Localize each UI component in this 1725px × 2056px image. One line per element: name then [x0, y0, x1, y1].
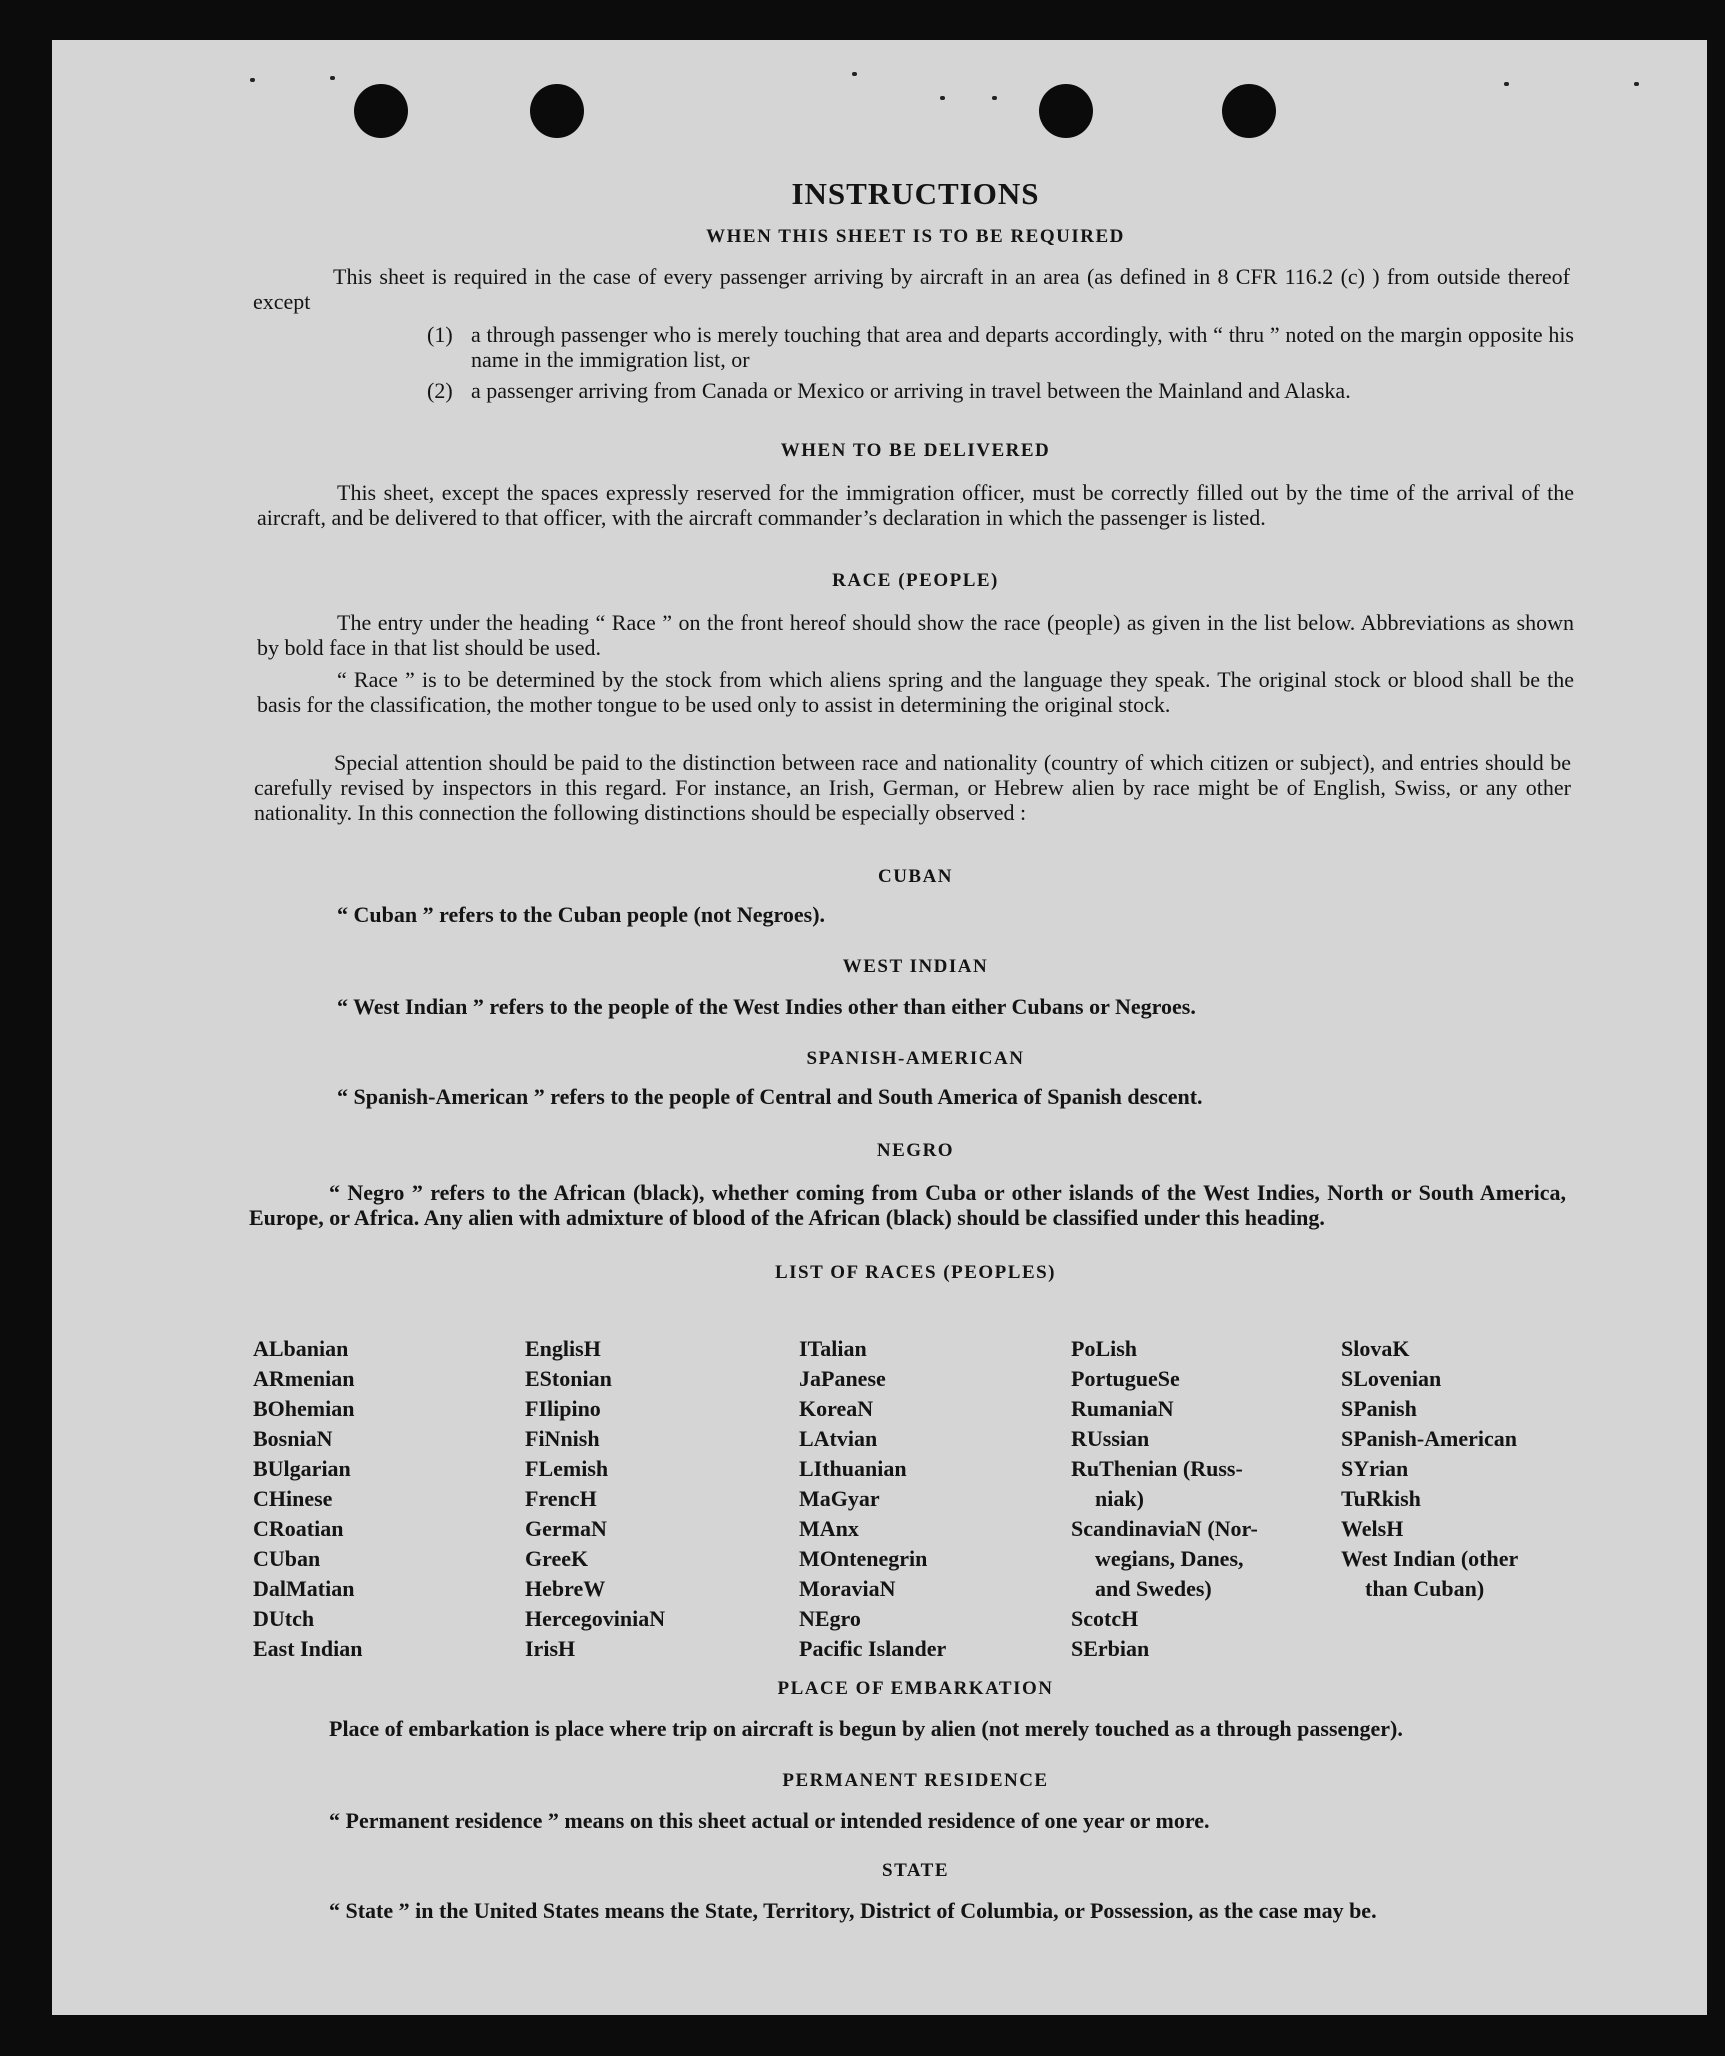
race-entry: West Indian (other: [1341, 1546, 1519, 1571]
race-entry: DUtch: [253, 1606, 315, 1631]
race-entry: MOntenegrin: [799, 1546, 928, 1571]
race-entry: FIlipino: [525, 1396, 601, 1421]
cuban-definition: “ Cuban ” refers to the Cuban people (not Negroes).: [337, 902, 826, 927]
race-entry: MAnx: [799, 1516, 859, 1541]
race-entry: DalMatian: [253, 1576, 355, 1601]
race-entry: RUssian: [1071, 1426, 1150, 1451]
race-entry: HebreW: [525, 1576, 606, 1601]
race-entry: ITalian: [799, 1336, 867, 1361]
race-entry: FLemish: [525, 1456, 609, 1481]
race-entry: CRoatian: [253, 1516, 344, 1541]
west-indian-definition: “ West Indian ” refers to the people of the West Indies other than either Cubans or Negroes.: [337, 994, 1196, 1019]
section-heading-permanent-residence: PERMANENT RESIDENCE: [782, 1770, 1049, 1791]
race-entry: PortugueSe: [1071, 1366, 1180, 1391]
permanent-residence-definition: “ Permanent residence ” means on this sheet actual or intended residence of one year or more.: [329, 1808, 1210, 1833]
section-heading-when-required: WHEN THIS SHEET IS TO BE REQUIRED: [706, 226, 1125, 247]
race-entry: FrencH: [525, 1486, 597, 1511]
race-entry: TuRkish: [1341, 1486, 1421, 1511]
exception-item-1: [427, 322, 1574, 372]
section-heading-cuban: CUBAN: [877, 866, 954, 887]
race-column-3: [799, 1334, 1059, 1664]
race-entry: ScandinaviaN (Nor-: [1071, 1516, 1258, 1541]
race-entry: ARmenian: [253, 1366, 355, 1391]
section-heading-west-indian: WEST INDIAN: [842, 956, 989, 977]
section-heading-embarkation: PLACE OF EMBARKATION: [777, 1678, 1054, 1699]
race-entry: BOhemian: [253, 1396, 355, 1421]
race-entry: WelsH: [1341, 1516, 1404, 1541]
speck: [852, 72, 857, 76]
speck: [250, 78, 255, 82]
race-entry: GermaN: [525, 1516, 607, 1541]
list-of-races: [253, 1334, 1570, 1664]
spanish-american-definition: “ Spanish-American ” refers to the people of Central and South America of Spanish descent.: [337, 1084, 1203, 1109]
race-entry: JaPanese: [799, 1366, 886, 1391]
race-entry: CUban: [253, 1546, 321, 1571]
race-column-4: [1071, 1334, 1321, 1664]
race-entry: RumaniaN: [1071, 1396, 1174, 1421]
race-entry: GreeK: [525, 1546, 589, 1571]
section-heading-list-of-races: LIST OF RACES (PEOPLES): [774, 1262, 1057, 1283]
race-paragraph-3: Special attention should be paid to the distinction between race and nationality (country of which citizen or subject), and entries should be carefully revised by inspectors in this regard. For instance, an Irish, German, or Hebrew alien by race might be of English, Swiss, or any other nationality. In this connection the following distinctions should be especially observed :: [254, 750, 1571, 825]
race-entry: East Indian: [253, 1636, 363, 1661]
race-entry: EnglisH: [525, 1336, 601, 1361]
race-entry: MoraviaN: [799, 1576, 896, 1601]
race-entry: NEgro: [799, 1606, 861, 1631]
race-entry: EStonian: [525, 1366, 612, 1391]
section-heading-state: STATE: [882, 1860, 949, 1881]
race-entry: RuThenian (Russ-: [1071, 1456, 1243, 1481]
race-entry: PoLish: [1071, 1336, 1138, 1361]
exception-text: a through passenger who is merely touching that area and departs accordingly, with “ thru ” noted on the margin opposite his name in the immigration list, or: [471, 322, 1574, 372]
race-entry: LIthuanian: [799, 1456, 907, 1481]
race-entry: and Swedes): [1095, 1576, 1212, 1601]
speck: [1634, 82, 1639, 86]
exception-number: (2): [427, 378, 453, 403]
race-column-1: [253, 1334, 513, 1664]
race-entry: SlovaK: [1341, 1336, 1410, 1361]
race-entry: LAtvian: [799, 1426, 878, 1451]
section-heading-when-delivered: WHEN TO BE DELIVERED: [780, 440, 1051, 461]
race-entry: BosniaN: [253, 1426, 333, 1451]
race-paragraph-2: “ Race ” is to be determined by the stock from which aliens spring and the language they speak. The original stock or blood shall be the basis for the classification, the mother tongue to be used only to assist in determining the original stock.: [257, 667, 1574, 717]
race-entry: CHinese: [253, 1486, 333, 1511]
punch-hole: [1039, 84, 1093, 138]
race-entry: FiNnish: [525, 1426, 600, 1451]
race-entry: SYrian: [1341, 1456, 1409, 1481]
section-heading-race: RACE (PEOPLE): [832, 570, 999, 591]
race-entry: SPanish-American: [1341, 1426, 1517, 1451]
speck: [940, 96, 945, 100]
race-entry: HercegoviniaN: [525, 1606, 666, 1631]
speck: [330, 76, 335, 80]
race-entry: BUlgarian: [253, 1456, 351, 1481]
race-column-5: [1341, 1334, 1570, 1604]
when-delivered-text: This sheet, except the spaces expressly reserved for the immigration officer, must be correctly filled out by the time of the arrival of the aircraft, and be delivered to that officer, with the aircraft commander’s declaration in which the passenger is listed.: [257, 480, 1574, 530]
exception-item-2: [427, 378, 1574, 403]
race-entry: wegians, Danes,: [1095, 1546, 1244, 1571]
race-entry: MaGyar: [799, 1486, 880, 1511]
state-definition: “ State ” in the United States means the State, Territory, District of Columbia, or Possession, as the case may be.: [329, 1898, 1377, 1923]
punch-hole: [530, 84, 584, 138]
punch-hole: [1222, 84, 1276, 138]
exception-text: a passenger arriving from Canada or Mexico or arriving in travel between the Mainland and Alaska.: [471, 378, 1351, 403]
section-heading-negro: NEGRO: [876, 1140, 955, 1161]
exception-number: (1): [427, 322, 453, 347]
when-required-intro: This sheet is required in the case of every passenger arriving by aircraft in an area (as defined in 8 CFR 116.2 (c) ) from outside thereof except: [253, 264, 1570, 314]
race-entry: ALbanian: [253, 1336, 349, 1361]
embarkation-definition: Place of embarkation is place where trip on aircraft is begun by alien (not merely touched as a through passenger).: [329, 1716, 1403, 1741]
race-entry: Pacific Islander: [799, 1636, 947, 1661]
negro-definition: “ Negro ” refers to the African (black), whether coming from Cuba or other islands of the West Indies, North or South America, Europe, or Africa. Any alien with admixture of blood of the African (black) should be classified under this heading.: [249, 1180, 1566, 1230]
speck: [1504, 82, 1509, 86]
race-entry: than Cuban): [1365, 1576, 1485, 1601]
race-entry: niak): [1095, 1486, 1144, 1511]
document-sheet: [52, 40, 1707, 2015]
race-entry: ScotcH: [1071, 1606, 1139, 1631]
section-heading-spanish-american: SPANISH-AMERICAN: [806, 1048, 1025, 1069]
page-title: INSTRUCTIONS: [791, 176, 1040, 211]
punch-hole: [354, 84, 408, 138]
race-entry: KoreaN: [799, 1396, 874, 1421]
race-entry: IrisH: [525, 1636, 576, 1661]
speck: [992, 96, 997, 100]
race-column-2: [525, 1334, 785, 1664]
race-entry: SErbian: [1071, 1636, 1150, 1661]
race-entry: SPanish: [1341, 1396, 1417, 1421]
race-paragraph-1: The entry under the heading “ Race ” on the front hereof should show the race (people) as given in the list below. Abbreviations as shown by bold face in that list should be used.: [257, 610, 1574, 660]
race-entry: SLovenian: [1341, 1366, 1442, 1391]
